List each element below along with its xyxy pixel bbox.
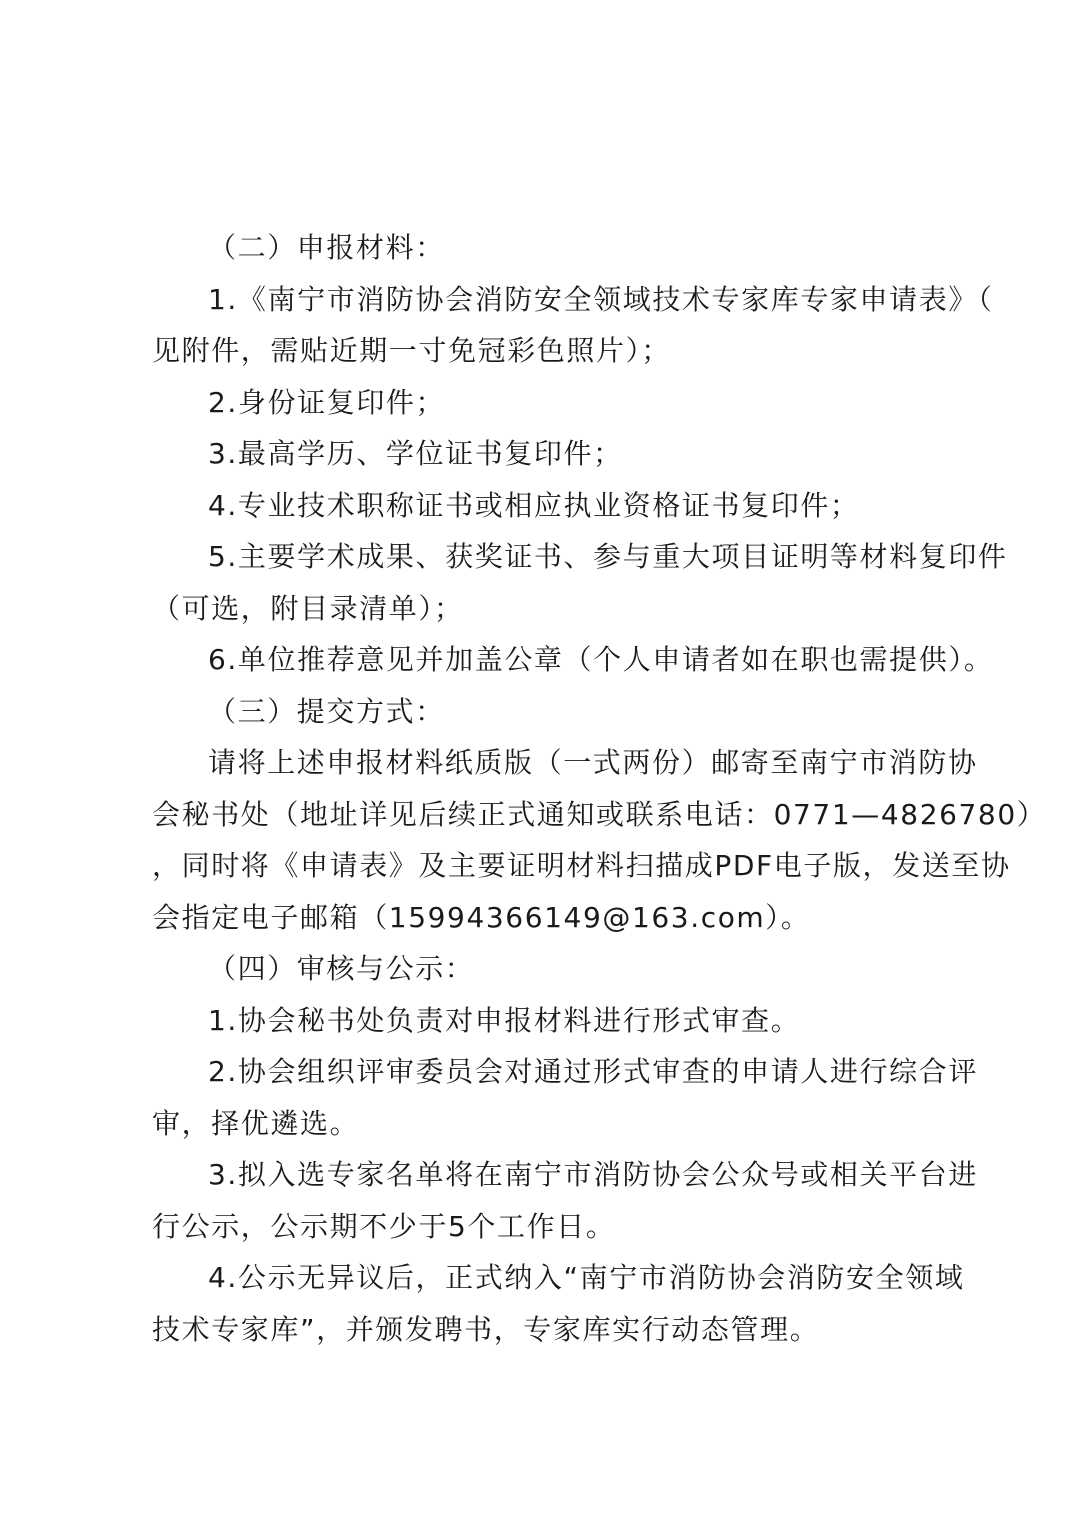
section-heading-submission: （三）提交方式： (208, 694, 445, 728)
paragraph-line: 技术专家库”，并颁发聘书，专家库实行动态管理。 (152, 1312, 820, 1346)
paragraph-line: 审，择优遴选。 (152, 1106, 360, 1140)
paragraph-line: 3.拟入选专家名单将在南宁市消防协会公众号或相关平台进 (208, 1158, 978, 1191)
paragraph-line: 会秘书处（地址详见后续正式通知或联系电话：0771—4826780） (152, 797, 1047, 831)
paragraph-line: 3.最高学历、学位证书复印件； (208, 437, 623, 470)
paragraph-line: 1.协会秘书处负责对申报材料进行形式审查。 (208, 1003, 801, 1037)
section-heading-materials: （二）申报材料： (208, 231, 445, 264)
paragraph-line: 4.专业技术职称证书或相应执业资格证书复印件； (208, 488, 860, 522)
paragraph-line: 行公示，公示期不少于5个工作日。 (152, 1209, 616, 1243)
paragraph-line: 2.协会组织评审委员会对通过形式审查的申请人进行综合评 (208, 1055, 978, 1088)
paragraph-line: 见附件，需贴近期一寸免冠彩色照片）； (152, 334, 671, 367)
paragraph-line: （可选，附目录清单）； (152, 591, 464, 625)
paragraph-line: 6.单位推荐意见并加盖公章（个人申请者如在职也需提供）。 (208, 643, 994, 676)
paragraph-line: 请将上述申报材料纸质版（一式两份）邮寄至南宁市消防协 (208, 746, 978, 779)
paragraph-line: 4.公示无异议后，正式纳入“南宁市消防协会消防安全领域 (208, 1261, 965, 1294)
document-body (152, 222, 1047, 1355)
paragraph-line: ，同时将《申请表》及主要证明材料扫描成PDF电子版，发送至协 (152, 849, 1011, 882)
paragraph-line: 5.主要学术成果、获奖证书、参与重大项目证明等材料复印件 (208, 540, 1008, 573)
paragraph-line: 2.身份证复印件； (208, 385, 446, 419)
paragraph-line: 会指定电子邮箱（15994366149@163.com）。 (152, 900, 811, 934)
paragraph-line: 1.《南宁市消防协会消防安全领域技术专家库专家申请表》（ (208, 282, 994, 316)
section-heading-review: （四）审核与公示： (208, 952, 475, 985)
